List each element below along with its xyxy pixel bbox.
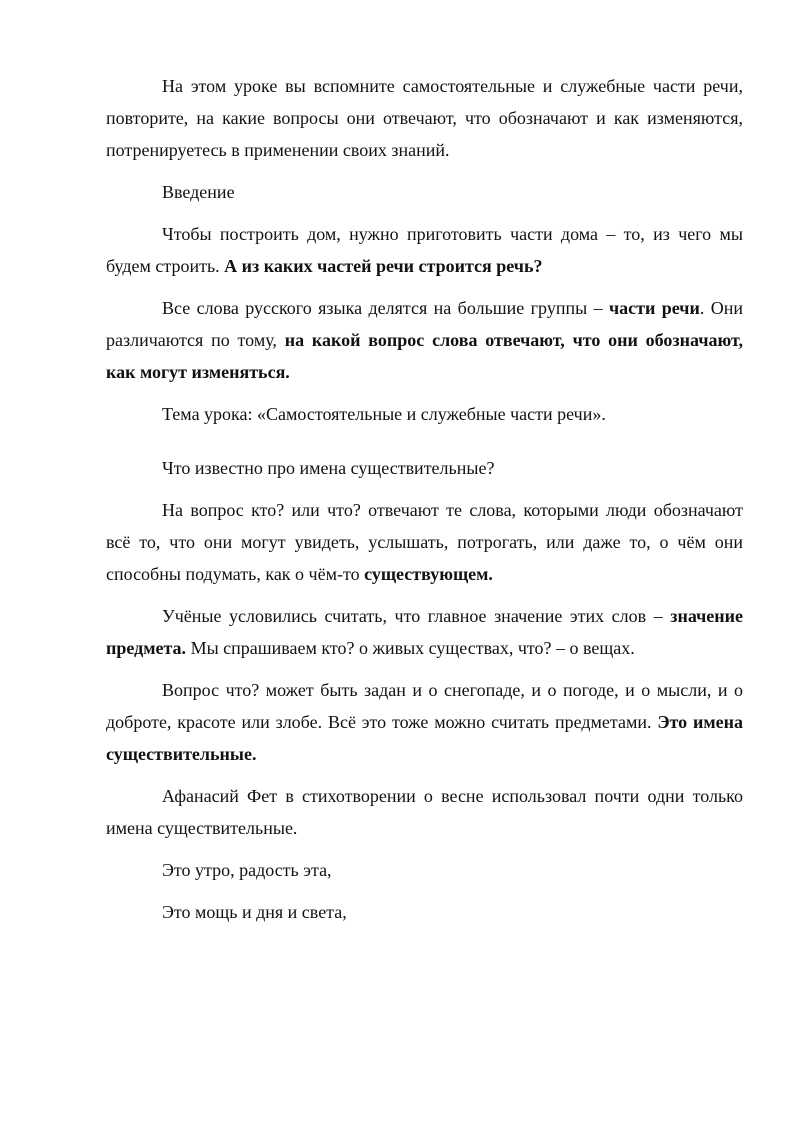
text-run: Учёные условились считать, что главное значение этих слов –: [162, 606, 671, 626]
text-run: Вопрос что? может быть задан и о снегопаде, и о погоде, и о мысли, и о доброте, красоте или злобе. Всё это тоже можно считать предметами.: [106, 680, 743, 732]
bold-text-run: значение предмета.: [106, 606, 743, 658]
bold-text-run: Это имена существительные.: [106, 712, 743, 764]
text-run: Афанасий Фет в стихотворении о весне использовал почти одни только имена существительные.: [106, 786, 743, 838]
text-run: Чтобы построить дом, нужно приготовить части дома – то, из чего мы будем строить.: [106, 224, 743, 276]
paragraph-parts-of-speech: [106, 292, 743, 388]
paragraph-abstract-nouns: [106, 674, 743, 770]
bold-text-run: А из каких частей речи строится речь?: [224, 256, 543, 276]
text-run: На этом уроке вы вспомните самостоятельные и служебные части речи, повторите, на какие вопросы они отвечают, что обозначают и как изменяются, потренируетесь в применении своих знаний.: [106, 76, 743, 160]
text-run: Все слова русского языка делятся на большие группы –: [162, 298, 609, 318]
text-run: Введение: [162, 182, 235, 202]
bold-text-run: части речи: [608, 298, 700, 318]
paragraph-house-analogy: [106, 218, 743, 282]
text-run: Это мощь и дня и света,: [162, 902, 347, 922]
text-run: Мы спрашиваем кто? о живых существах, что? – о вещах.: [186, 638, 635, 658]
bold-text-run: на какой вопрос слова отвечают, что они обозначают, как могут изменяться.: [106, 330, 743, 382]
paragraph-object-meaning: [106, 600, 743, 664]
poem-line-2: [106, 896, 743, 928]
paragraph-lesson-topic: [106, 398, 743, 430]
text-run: . Они различаются по тому,: [106, 298, 743, 350]
poem-line-1: [106, 854, 743, 886]
paragraph-who-what: [106, 494, 743, 590]
paragraph-intro: [106, 70, 743, 166]
text-run: На вопрос кто? или что? отвечают те слова, которыми люди обозначают всё то, что они могут увидеть, услышать, потрогать, или даже то, о чём они способны подумать, как о чём-то: [106, 500, 743, 584]
text-run: Тема урока: «Самостоятельные и служебные части речи».: [162, 404, 606, 424]
text-run: Что известно про имена существительные?: [162, 458, 495, 478]
paragraph-fet-poem: [106, 780, 743, 844]
section-heading-introduction: [106, 176, 743, 208]
bold-text-run: существующем.: [364, 564, 493, 584]
text-run: Это утро, радость эта,: [162, 860, 332, 880]
paragraph-nouns-question: [106, 452, 743, 484]
